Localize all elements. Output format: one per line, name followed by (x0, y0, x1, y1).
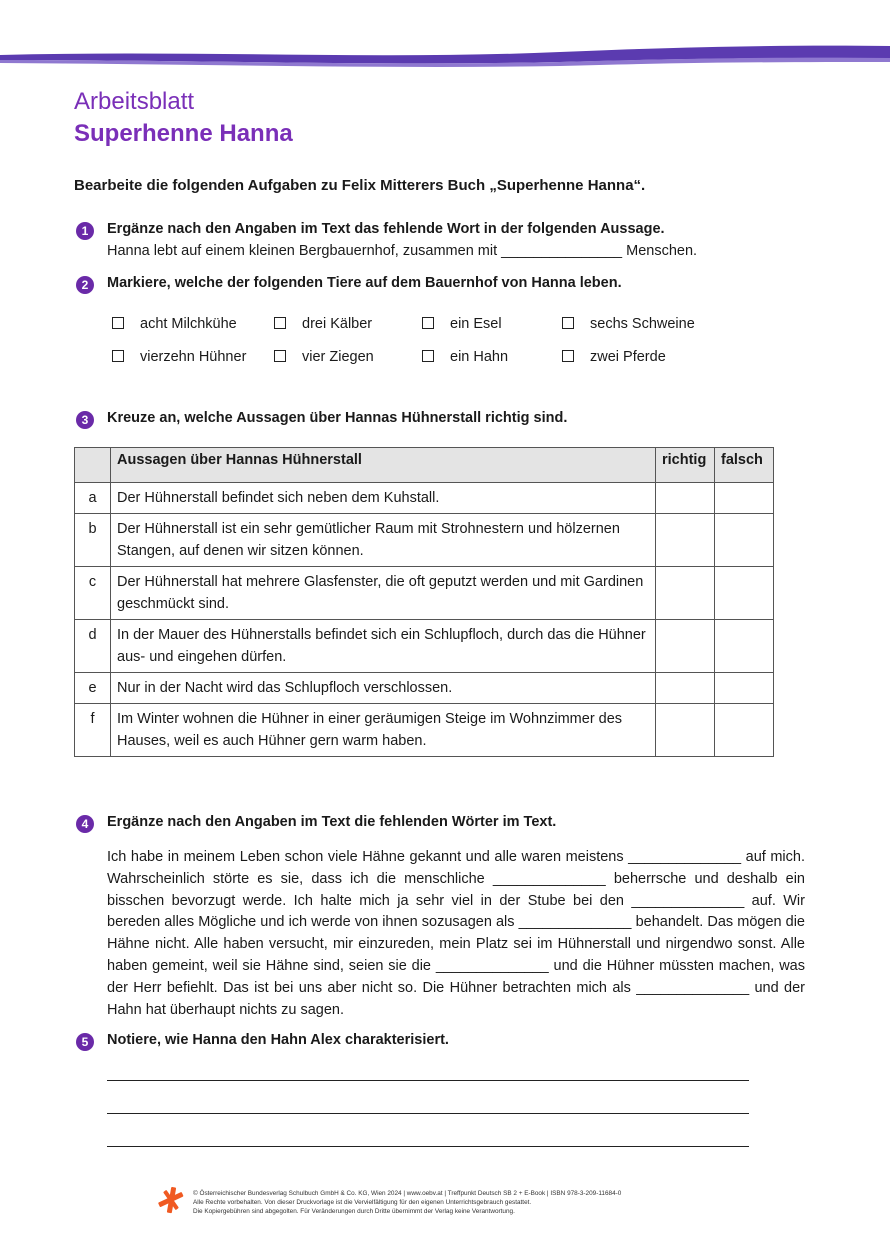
false-checkbox-cell[interactable] (715, 704, 774, 757)
footer-copyright (193, 1189, 621, 1216)
column-header-letter (75, 448, 111, 483)
cloze-paragraph[interactable]: Ich habe in meinem Leben schon viele Hähne gekannt und alle waren meistens ______________ auf mich. Wahrscheinlich störte es sie, dass ich die menschliche ______________ beherrsche und deshalb ein bisschen bevorzugt werde. Ich halte mich ja sehr viel in der Stube bei den ______________ auf. Wir bereden alles Mögliche und ich werde von ihnen sozusagen als ______________ behandelt. Das mögen die Hähne nicht. Alle haben versucht, mir einzureden, mein Platz sei im Hühnerstall und nirgendwo sonst. Alle haben gemeint, weil sie Hähne sind, seien sie die ______________ und die Hühner müssten machen, was der Herr befiehlt. Das ist bei uns aber nicht so. Die Hühner betrachten mich als ______________ und der Hahn hat überhaupt nichts zu sagen. (107, 849, 805, 1018)
true-checkbox-cell[interactable] (656, 514, 715, 567)
row-letter: c (75, 567, 111, 620)
task-number-badge: 3 (76, 411, 94, 429)
row-letter: a (75, 483, 111, 514)
answer-line[interactable] (107, 1146, 749, 1147)
true-checkbox-cell[interactable] (656, 483, 715, 514)
checkbox[interactable] (112, 317, 124, 329)
table-row (75, 514, 774, 567)
task-number-badge: 5 (76, 1033, 94, 1051)
table-row (75, 483, 774, 514)
false-checkbox-cell[interactable] (715, 483, 774, 514)
row-letter: f (75, 704, 111, 757)
footer-line: © Österreichischer Bundesverlag Schulbuch GmbH & Co. KG, Wien 2024 | www.oebv.at | Treffpunkt Deutsch SB 2 + E-Book | ISBN 978-3-209-11684-0 (193, 1190, 622, 1197)
footer-line: Alle Rechte vorbehalten. Von dieser Druckvorlage ist die Vervielfältigung für den eigenen Unterrichtsgebrauch gestattet. (193, 1199, 532, 1206)
page-title: Superhenne Hanna (74, 120, 293, 147)
animal-option[interactable]: vier Ziegen (274, 349, 374, 365)
checkbox[interactable] (422, 350, 434, 362)
row-statement: Der Hühnerstall befindet sich neben dem Kuhstall. (111, 483, 656, 514)
true-checkbox-cell[interactable] (656, 620, 715, 673)
true-checkbox-cell[interactable] (656, 673, 715, 704)
false-checkbox-cell[interactable] (715, 514, 774, 567)
statements-table (74, 447, 774, 757)
answer-line[interactable] (107, 1080, 749, 1081)
row-statement: Der Hühnerstall ist ein sehr gemütlicher Raum mit Strohnestern und hölzernen Stangen, auf denen wir sitzen können. (111, 514, 656, 567)
table-row (75, 620, 774, 673)
checkbox[interactable] (562, 350, 574, 362)
task-5-instruction: Notiere, wie Hanna den Hahn Alex charakterisiert. (107, 1032, 449, 1048)
false-checkbox-cell[interactable] (715, 673, 774, 704)
animal-option[interactable]: vierzehn Hühner (112, 349, 246, 365)
row-statement: Der Hühnerstall hat mehrere Glasfenster, die oft geputzt werden und mit Gardinen geschmückt sind. (111, 567, 656, 620)
table-row (75, 673, 774, 704)
row-statement: In der Mauer des Hühnerstalls befindet sich ein Schlupfloch, durch das die Hühner aus- und eingehen dürfen. (111, 620, 656, 673)
animal-option[interactable]: acht Milchkühe (112, 316, 237, 332)
row-statement: Im Winter wohnen die Hühner in einer geräumigen Steige im Wohnzimmer des Hauses, weil es auch Hühner gern warm haben. (111, 704, 656, 757)
task-number-badge: 1 (76, 222, 94, 240)
animal-option[interactable]: sechs Schweine (562, 316, 695, 332)
answer-line[interactable] (107, 1113, 749, 1114)
publisher-logo-icon (157, 1186, 185, 1214)
row-statement: Nur in der Nacht wird das Schlupfloch verschlossen. (111, 673, 656, 704)
true-checkbox-cell[interactable] (656, 567, 715, 620)
column-header-statement: Aussagen über Hannas Hühnerstall (111, 448, 656, 483)
animal-option[interactable]: ein Esel (422, 316, 502, 332)
column-header-true: richtig (656, 448, 715, 483)
checkbox[interactable] (562, 317, 574, 329)
row-letter: d (75, 620, 111, 673)
table-row (75, 567, 774, 620)
header-decoration-band (0, 0, 890, 80)
footer-line: Die Kopiergebühren sind abgegolten. Für Veränderungen durch Dritte übernimmt der Verlag keine Verantwortung. (193, 1208, 515, 1215)
checkbox[interactable] (422, 317, 434, 329)
checkbox[interactable] (274, 350, 286, 362)
task-2-instruction: Markiere, welche der folgenden Tiere auf dem Bauernhof von Hanna leben. (107, 275, 622, 291)
row-letter: b (75, 514, 111, 567)
false-checkbox-cell[interactable] (715, 620, 774, 673)
task-1-instruction: Ergänze nach den Angaben im Text das fehlende Wort in der folgenden Aussage. (107, 221, 665, 237)
intro-instruction: Bearbeite die folgenden Aufgaben zu Felix Mitterers Buch „Superhenne Hanna“. (74, 177, 646, 194)
task-1-sentence[interactable]: Hanna lebt auf einem kleinen Bergbauernhof, zusammen mit _______________ Menschen. (107, 243, 698, 259)
row-letter: e (75, 673, 111, 704)
task-number-badge: 4 (76, 815, 94, 833)
task-number-badge: 2 (76, 276, 94, 294)
false-checkbox-cell[interactable] (715, 567, 774, 620)
table-row (75, 704, 774, 757)
true-checkbox-cell[interactable] (656, 704, 715, 757)
animal-option[interactable]: drei Kälber (274, 316, 372, 332)
checkbox[interactable] (274, 317, 286, 329)
task-3-instruction: Kreuze an, welche Aussagen über Hannas Hühnerstall richtig sind. (107, 410, 568, 426)
checkbox[interactable] (112, 350, 124, 362)
task-4-instruction: Ergänze nach den Angaben im Text die fehlenden Wörter im Text. (107, 814, 557, 830)
table-header-row (75, 448, 774, 483)
animal-option[interactable]: zwei Pferde (562, 349, 666, 365)
column-header-false: falsch (715, 448, 774, 483)
animal-option[interactable]: ein Hahn (422, 349, 508, 365)
worksheet-label: Arbeitsblatt (74, 88, 195, 115)
